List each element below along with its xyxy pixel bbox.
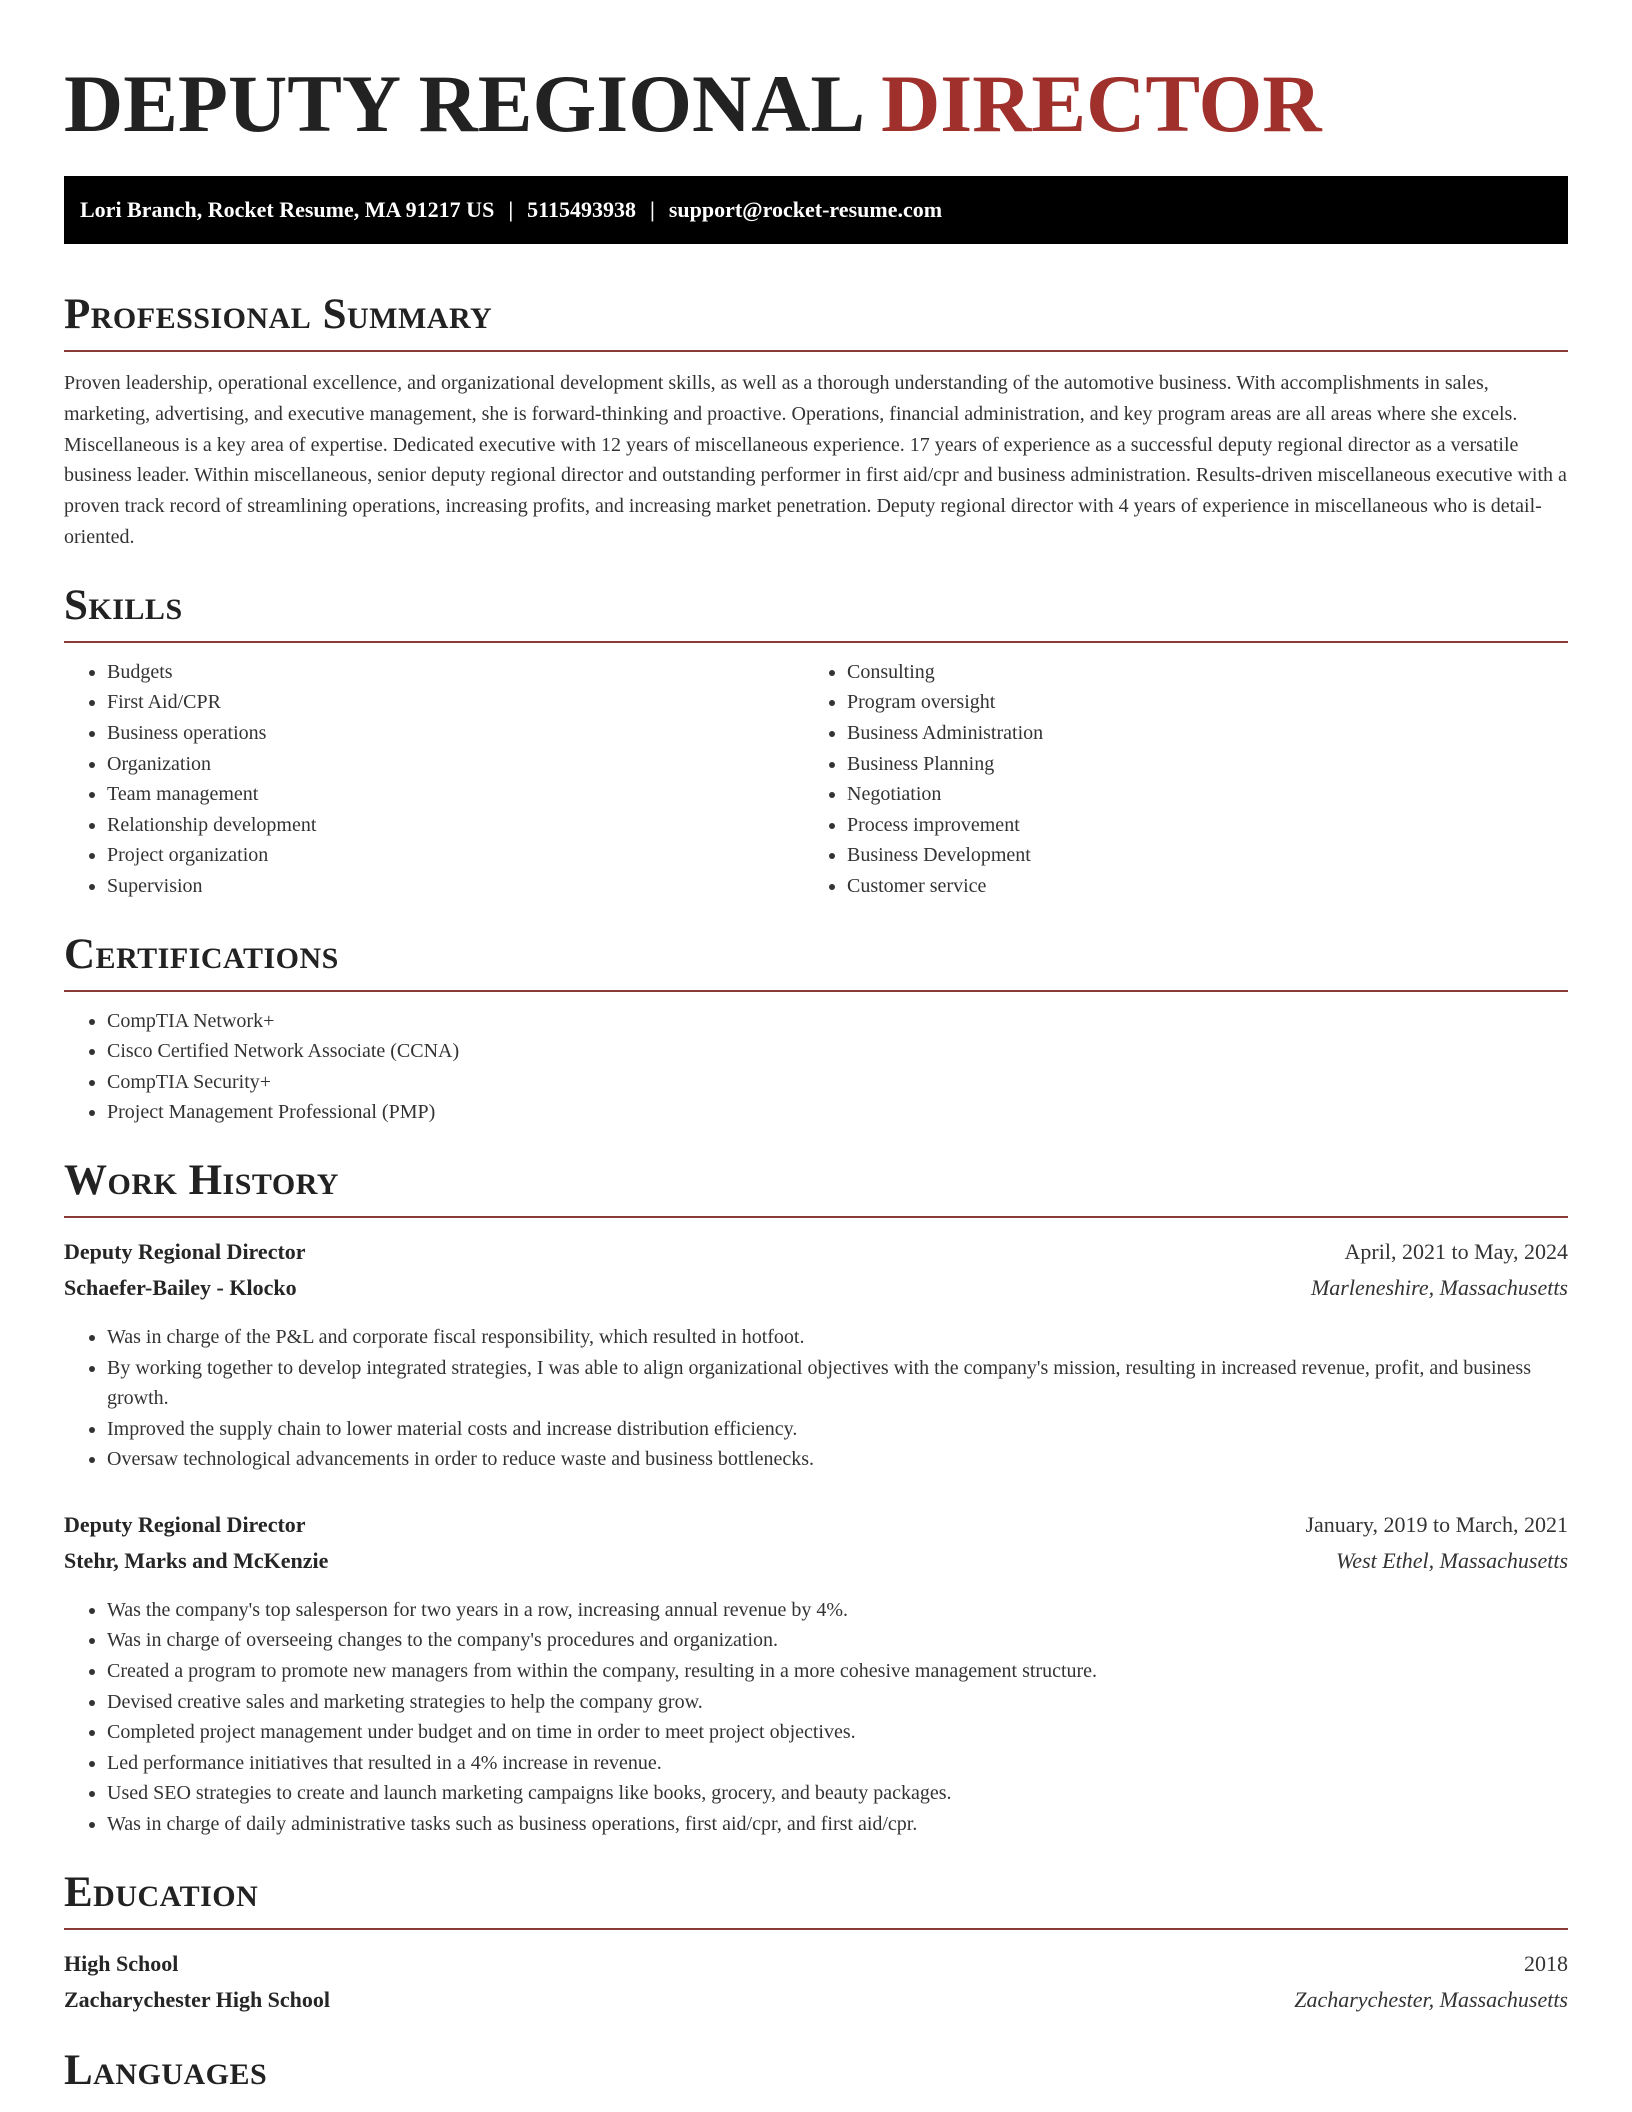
certifications-section <box>64 930 1568 1128</box>
job-company-row <box>64 1543 1568 1579</box>
languages-section <box>64 2046 1568 2096</box>
education-section <box>64 1868 1568 2018</box>
job-bullet: • Was in charge of daily administrative tasks such as business operations, first aid/cpr, and first aid/cpr. <box>107 1809 1568 1840</box>
skills-column-left <box>64 657 804 902</box>
section-divider <box>64 641 1568 643</box>
contact-bar <box>64 176 1568 244</box>
job-bullet: • Improved the supply chain to lower material costs and increase distribution efficiency. <box>107 1414 1568 1445</box>
skill-item: • Business Planning <box>847 749 1544 780</box>
job-title: Deputy Regional Director <box>64 1238 306 1264</box>
contact-email: support@rocket-resume.com <box>668 197 943 222</box>
job-bullet: • Was in charge of the P&L and corporate fiscal responsibility, which resulted in hotfoot. <box>107 1322 1568 1353</box>
summary-text: Proven leadership, operational excellence, and organizational development skills, as well as a thorough understanding of the automotive business. With accomplishments in sales, marketing, advertising, and executive management, she is forward-thinking and proactive. Operations, financial administration, and key program areas are all areas where she excels. Miscellaneous is a key area of expertise. Dedicated executive with 12 years of miscellaneous experience. 17 years of experience as a successful deputy regional director as a versatile business leader. Within miscellaneous, senior deputy regional director and outstanding performer in first aid/cpr and business administration. Results-driven miscellaneous executive with a proven track record of streamlining operations, increasing profits, and increasing market penetration. Deputy regional director with 4 years of experience in miscellaneous who is detail-oriented. <box>64 372 1567 548</box>
job-entry <box>64 1234 1568 1475</box>
section-title-summary: Professional Summary <box>64 291 493 338</box>
skills-list-right <box>804 657 1544 902</box>
resume-page <box>64 0 1568 2096</box>
skill-item: • Organization <box>107 749 804 780</box>
summary-section <box>64 290 1568 553</box>
education-entry <box>64 1946 1568 2018</box>
skills-list-left <box>64 657 804 902</box>
skills-columns <box>64 657 1568 902</box>
certification-item: • Cisco Certified Network Associate (CCNA) <box>107 1036 1568 1067</box>
skill-item: • Supervision <box>107 871 804 902</box>
section-divider <box>64 1216 1568 1218</box>
section-title-languages: Languages <box>64 2046 268 2094</box>
skill-item: • Business Development <box>847 840 1544 871</box>
job-company-row <box>64 1270 1568 1306</box>
education-header-row <box>64 1946 1568 1982</box>
education-school-row <box>64 1982 1568 2018</box>
job-location: Marleneshire, Massachusetts <box>1310 1274 1568 1300</box>
job-dates: January, 2019 to March, 2021 <box>1305 1511 1568 1537</box>
skills-column-right <box>804 657 1544 902</box>
job-bullet: • Oversaw technological advancements in order to reduce waste and business bottlenecks. <box>107 1444 1568 1475</box>
education-year: 2018 <box>1524 1950 1568 1976</box>
job-bullet: • By working together to develop integrated strategies, I was able to align organizational objectives with the company's mission, resulting in increased revenue, profit, and business growth. <box>107 1353 1568 1414</box>
job-entry <box>64 1507 1568 1840</box>
job-dates: April, 2021 to May, 2024 <box>1344 1238 1568 1264</box>
certifications-list <box>64 1006 1568 1128</box>
skill-item: • Program oversight <box>847 687 1544 718</box>
section-divider <box>64 1928 1568 1930</box>
skill-item: • Negotiation <box>847 779 1544 810</box>
skill-item: • Project organization <box>107 840 804 871</box>
job-header-row <box>64 1507 1568 1543</box>
section-divider <box>64 350 1568 352</box>
job-bullet: • Was in charge of overseeing changes to the company's procedures and organization. <box>107 1625 1568 1656</box>
title-part-2-accent: DIRECTOR <box>881 58 1322 149</box>
skill-item: • Process improvement <box>847 810 1544 841</box>
job-location: West Ethel, Massachusetts <box>1336 1547 1568 1573</box>
work-history-section <box>64 1156 1568 1840</box>
section-title-education: Education <box>64 1868 259 1916</box>
skill-item: • First Aid/CPR <box>107 687 804 718</box>
job-company: Stehr, Marks and McKenzie <box>64 1547 329 1573</box>
skill-item: • Relationship development <box>107 810 804 841</box>
section-title-certifications: Certifications <box>64 930 339 978</box>
job-company: Schaefer-Bailey - Klocko <box>64 1274 297 1300</box>
skill-item: • Team management <box>107 779 804 810</box>
job-bullet: • Created a program to promote new managers from within the company, resulting in a more cohesive management structure. <box>107 1656 1568 1687</box>
education-degree: High School <box>64 1950 179 1976</box>
skill-item: • Customer service <box>847 871 1544 902</box>
job-bullet: • Was the company's top salesperson for two years in a row, increasing annual revenue by 4%. <box>107 1595 1568 1626</box>
title-part-1: DEPUTY REGIONAL <box>64 58 861 149</box>
section-divider <box>64 990 1568 992</box>
certification-item: • CompTIA Security+ <box>107 1067 1568 1098</box>
education-location: Zacharychester, Massachusetts <box>1294 1986 1568 2012</box>
job-bullets <box>64 1322 1568 1475</box>
job-title: Deputy Regional Director <box>64 1511 306 1537</box>
job-header-row <box>64 1234 1568 1270</box>
contact-address: Lori Branch, Rocket Resume, MA 91217 US <box>80 197 495 222</box>
job-bullet: • Led performance initiatives that resulted in a 4% increase in revenue. <box>107 1748 1568 1779</box>
certification-item: • CompTIA Network+ <box>107 1006 1568 1037</box>
skill-item: • Budgets <box>107 657 804 688</box>
job-bullet: • Used SEO strategies to create and launch marketing campaigns like books, grocery, and beauty packages. <box>107 1778 1568 1809</box>
education-school: Zacharychester High School <box>64 1986 331 2012</box>
contact-separator: | <box>508 197 514 222</box>
contact-separator: | <box>649 197 655 222</box>
skill-item: • Consulting <box>847 657 1544 688</box>
job-bullet: • Devised creative sales and marketing strategies to help the company grow. <box>107 1687 1568 1718</box>
section-title-skills: Skills <box>64 581 183 629</box>
job-bullets <box>64 1595 1568 1840</box>
skills-section <box>64 581 1568 902</box>
certification-item: • Project Management Professional (PMP) <box>107 1097 1568 1128</box>
resume-title <box>64 0 1568 152</box>
skill-item: • Business Administration <box>847 718 1544 749</box>
job-bullet: • Completed project management under budget and on time in order to meet project objectives. <box>107 1717 1568 1748</box>
section-title-work-history: Work History <box>64 1156 339 1204</box>
contact-phone: 5115493938 <box>527 197 636 222</box>
skill-item: • Business operations <box>107 718 804 749</box>
